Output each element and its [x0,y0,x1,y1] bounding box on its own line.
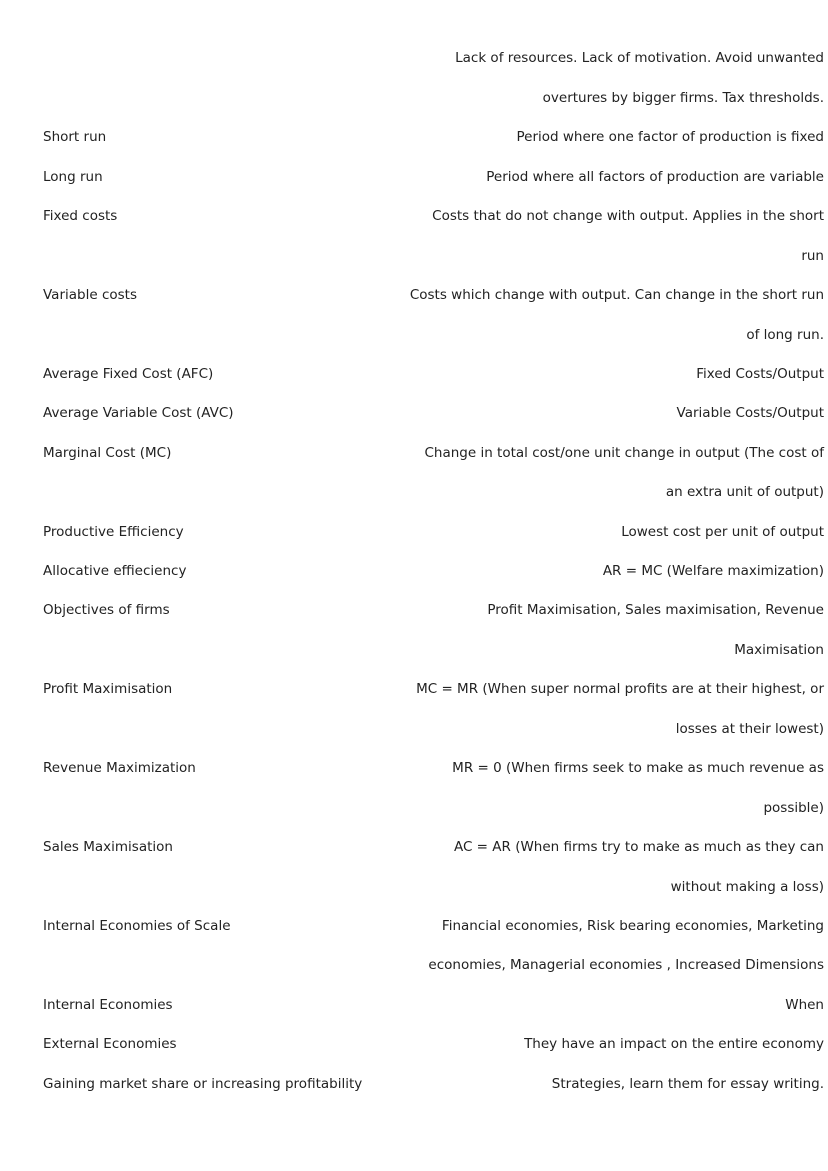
term-text: Short run [43,129,107,145]
definition-text: Period where all factors of production are variable [486,169,824,185]
glossary-row [0,916,828,936]
term-text: Average Fixed Cost (AFC) [43,366,214,382]
definition-text: economies, Managerial economies , Increased Dimensions [428,957,824,973]
definition-text: Lowest cost per unit of output [621,524,824,540]
definition-text: Maximisation [734,642,824,658]
glossary-row [0,679,828,699]
glossary-row [0,719,828,739]
definition-text: Costs that do not change with output. Applies in the short [432,208,824,224]
term-text: Profit Maximisation [43,681,173,697]
definition-text: When [785,997,824,1013]
definition-text: MR = 0 (When firms seek to make as much revenue as [452,760,824,776]
definition-text: losses at their lowest) [675,721,824,737]
glossary-row [0,285,828,305]
glossary-row [0,1034,828,1054]
term-text: Variable costs [43,287,137,303]
glossary-row [0,1074,828,1094]
glossary-row [0,561,828,581]
definition-text: AR = MC (Welfare maximization) [602,563,824,579]
definition-text: Financial economies, Risk bearing economies, Marketing [441,918,824,934]
glossary-row [0,995,828,1015]
definition-text: Strategies, learn them for essay writing. [551,1076,824,1092]
glossary-row [0,443,828,463]
term-text: Long run [43,169,103,185]
definition-text: an extra unit of output) [665,484,824,500]
term-text: Marginal Cost (MC) [43,445,172,461]
glossary-row [0,955,828,975]
glossary-row [0,798,828,818]
definition-text: Costs which change with output. Can change in the short run [409,287,824,303]
definition-text: Lack of resources. Lack of motivation. Avoid unwanted [455,50,824,66]
definition-text: Variable Costs/Output [676,405,824,421]
glossary-row [0,877,828,897]
glossary-row [0,403,828,423]
glossary-row [0,48,828,68]
glossary-row [0,482,828,502]
glossary-row [0,758,828,778]
term-text: Objectives of firms [43,602,170,618]
glossary-row [0,837,828,857]
definition-text: Change in total cost/one unit change in output (The cost of [424,445,824,461]
glossary-row [0,206,828,226]
term-text: Gaining market share or increasing profitability [43,1076,363,1092]
definition-text: Fixed Costs/Output [696,366,824,382]
term-text: Productive Efficiency [43,524,184,540]
glossary-row [0,364,828,384]
definition-text: Period where one factor of production is fixed [516,129,824,145]
definition-text: overtures by bigger firms. Tax thresholds. [542,90,824,106]
glossary-row [0,246,828,266]
glossary-row [0,600,828,620]
term-text: Sales Maximisation [43,839,173,855]
glossary-row [0,325,828,345]
term-text: Internal Economies [43,997,173,1013]
glossary-row [0,88,828,108]
definition-text: Profit Maximisation, Sales maximisation, Revenue [487,602,824,618]
glossary-row [0,167,828,187]
definition-text: possible) [763,800,824,816]
definition-text: run [801,248,824,264]
term-text: Allocative effieciency [43,563,187,579]
glossary-row [0,640,828,660]
definition-text: MC = MR (When super normal profits are at their highest, or [416,681,824,697]
glossary-row [0,127,828,147]
term-text: Fixed costs [43,208,118,224]
term-text: Internal Economies of Scale [43,918,231,934]
definition-text: AC = AR (When firms try to make as much as they can [453,839,824,855]
definition-text: without making a loss) [670,879,824,895]
definition-text: of long run. [746,327,824,343]
term-text: External Economies [43,1036,177,1052]
term-text: Revenue Maximization [43,760,196,776]
glossary-row [0,522,828,542]
definition-text: They have an impact on the entire economy [524,1036,824,1052]
term-text: Average Variable Cost (AVC) [43,405,234,421]
